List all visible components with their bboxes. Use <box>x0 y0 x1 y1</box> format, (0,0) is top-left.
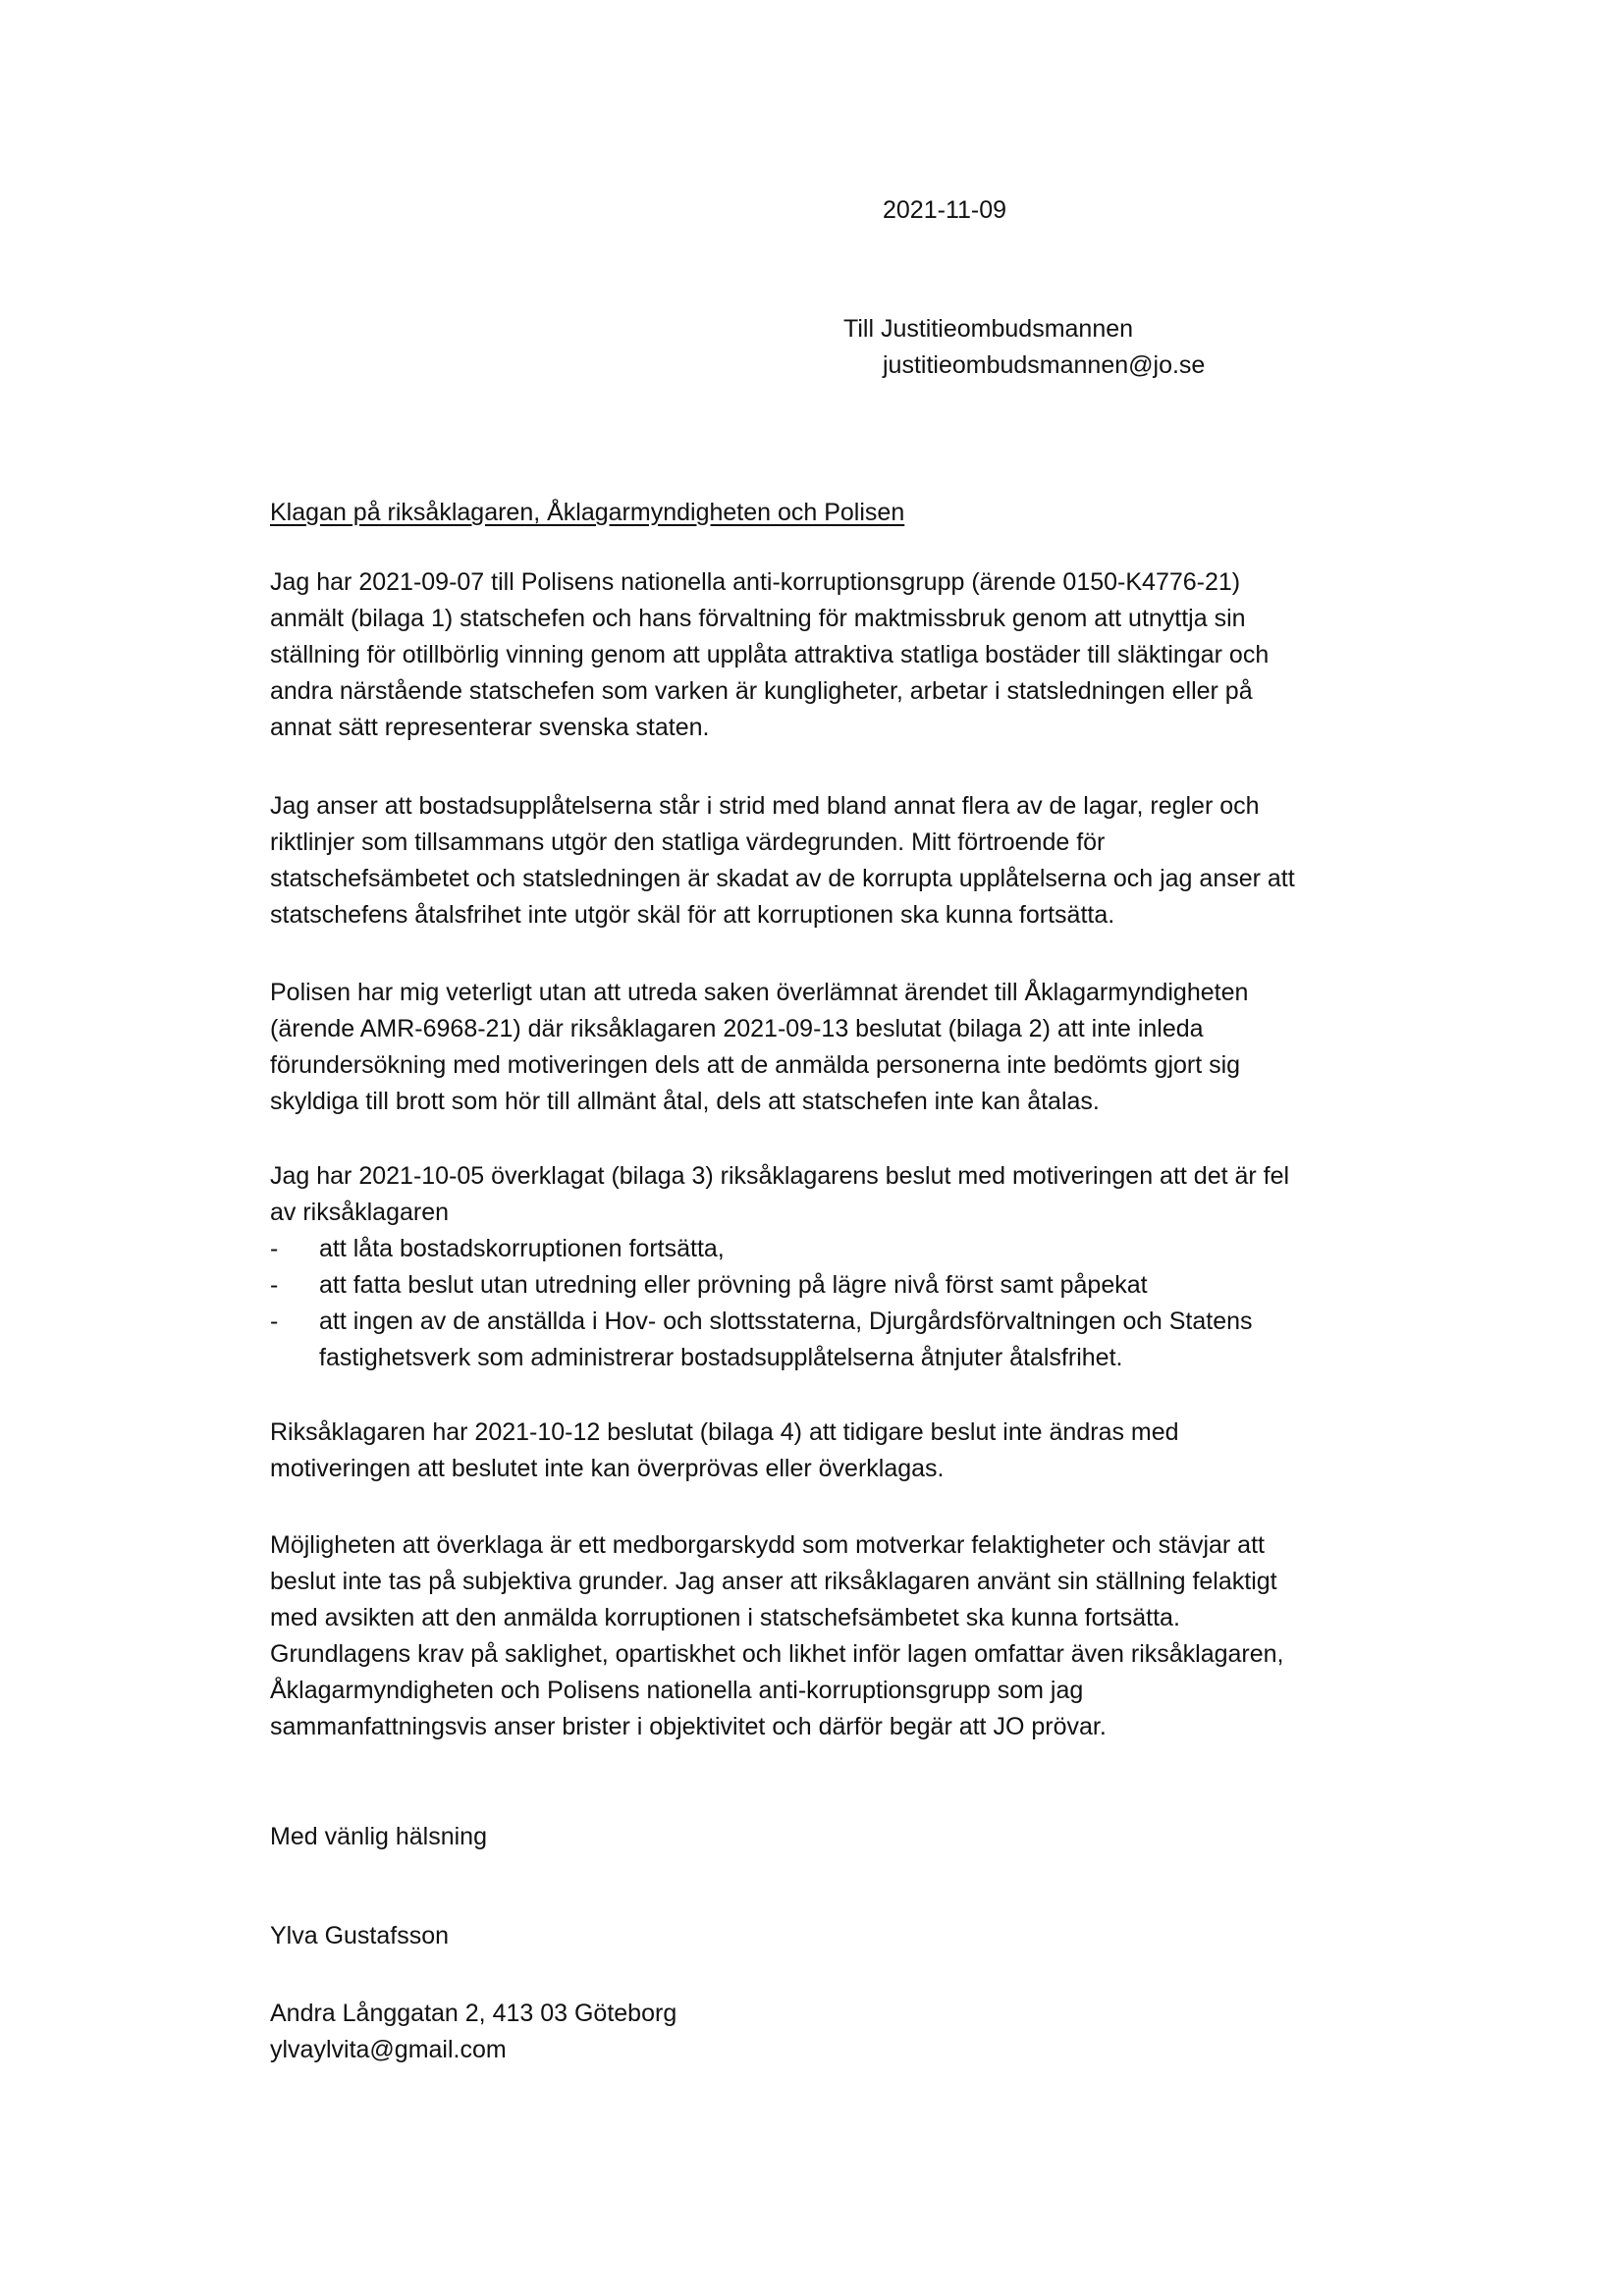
recipient-email: justitieombudsmannen@jo.se <box>883 351 1206 379</box>
dash-bullet-icon: - <box>270 1235 279 1262</box>
sender-email: ylvaylvita@gmail.com <box>270 2036 507 2063</box>
list-item-text: att låta bostadskorruptionen fortsätta, <box>319 1235 725 1262</box>
text-line: beslut inte tas på subjektiva grunder. Jag anser att riksåklagaren använt sin ställning felaktigt <box>270 1568 1277 1595</box>
list-item-text: fastighetsverk som administrerar bostadsupplåtelserna åtnjuter åtalsfrihet. <box>319 1344 1123 1371</box>
letter-date: 2021-11-09 <box>883 196 1007 224</box>
text-line: Jag har 2021-10-05 överklagat (bilaga 3) riksåklagarens beslut med motiveringen att det är fel <box>270 1162 1290 1190</box>
paragraph-report <box>270 564 1429 746</box>
dash-bullet-icon: - <box>270 1308 279 1335</box>
paragraph-appeal <box>270 1158 1429 1376</box>
list-item-text: att fatta beslut utan utredning eller prövning på lägre nivå först samt påpekat <box>319 1271 1148 1299</box>
paragraph-request <box>270 1527 1429 1745</box>
text-line: Möjligheten att överklaga är ett medborgarskydd som motverkar felaktigheter och stävjar att <box>270 1531 1265 1559</box>
text-line: motiveringen att beslutet inte kan överprövas eller överklagas. <box>270 1455 945 1482</box>
list-item <box>270 1304 1429 1376</box>
sender-address: Andra Långgatan 2, 413 03 Göteborg <box>270 2000 677 2027</box>
letter-subject: Klagan på riksåklagaren, Åklagarmyndigheten och Polisen <box>270 499 905 526</box>
text-line: Grundlagens krav på saklighet, opartiskhet och likhet inför lagen omfattar även riksåklagaren, <box>270 1640 1284 1668</box>
recipient-block <box>843 311 1205 384</box>
text-line: (ärende AMR-6968-21) där riksåklagaren 2021-09-13 beslutat (bilaga 2) att inte inleda <box>270 1015 1204 1042</box>
text-line: av riksåklagaren <box>270 1199 450 1226</box>
paragraph-police-handover <box>270 975 1429 1120</box>
recipient-name: Till Justitieombudsmannen <box>843 315 1134 343</box>
paragraph-opinion <box>270 788 1429 934</box>
text-line: andra närstående statschefen som varken är kungligheter, arbetar i statsledningen eller på <box>270 677 1253 705</box>
sender-contact <box>270 1996 676 2068</box>
text-line: Riksåklagaren har 2021-10-12 beslutat (bilaga 4) att tidigare beslut inte ändras med <box>270 1418 1179 1446</box>
appeal-bullet-list <box>270 1231 1429 1376</box>
dash-bullet-icon: - <box>270 1271 279 1299</box>
text-line: riktlinjer som tillsammans utgör den statliga värdegrunden. Mitt förtroende för <box>270 828 1106 856</box>
sender-name: Ylva Gustafsson <box>270 1922 450 1949</box>
text-line: Jag anser att bostadsupplåtelserna står i strid med bland annat flera av de lagar, regler och <box>270 792 1260 820</box>
text-line: anmält (bilaga 1) statschefen och hans förvaltning för maktmissbruk genom att utnyttja sin <box>270 605 1246 632</box>
text-line: statschefsämbetet och statsledningen är skadat av de korrupta upplåtelserna och jag anser att <box>270 865 1295 892</box>
text-line: Polisen har mig veterligt utan att utreda saken överlämnat ärendet till Åklagarmyndigheten <box>270 979 1249 1006</box>
text-line: statschefens åtalsfrihet inte utgör skäl för att korruptionen ska kunna fortsätta. <box>270 901 1115 929</box>
list-item <box>270 1267 1429 1304</box>
text-line: Åklagarmyndigheten och Polisens nationella anti-korruptionsgrupp som jag <box>270 1677 1084 1704</box>
paragraph-decision <box>270 1415 1429 1487</box>
text-line: med avsikten att den anmälda korruptionen i statschefsämbetet ska kunna fortsätta. <box>270 1604 1180 1631</box>
list-item <box>270 1231 1429 1267</box>
text-line: förundersökning med motiveringen dels att de anmälda personerna inte bedömts gjort sig <box>270 1051 1241 1079</box>
closing-salutation: Med vänlig hälsning <box>270 1823 487 1850</box>
text-line: ställning för otillbörlig vinning genom att upplåta attraktiva statliga bostäder till släktingar och <box>270 641 1270 668</box>
text-line: sammanfattningsvis anser brister i objektivitet och därför begär att JO prövar. <box>270 1713 1107 1740</box>
text-line: Jag har 2021-09-07 till Polisens nationella anti-korruptionsgrupp (ärende 0150-K4776-21) <box>270 568 1241 596</box>
text-line: skyldiga till brott som hör till allmänt åtal, dels att statschefen inte kan åtalas. <box>270 1088 1100 1115</box>
list-item-text: att ingen av de anställda i Hov- och slottsstaterna, Djurgårdsförvaltningen och Statens <box>319 1308 1253 1335</box>
text-line: annat sätt representerar svenska staten. <box>270 714 710 741</box>
